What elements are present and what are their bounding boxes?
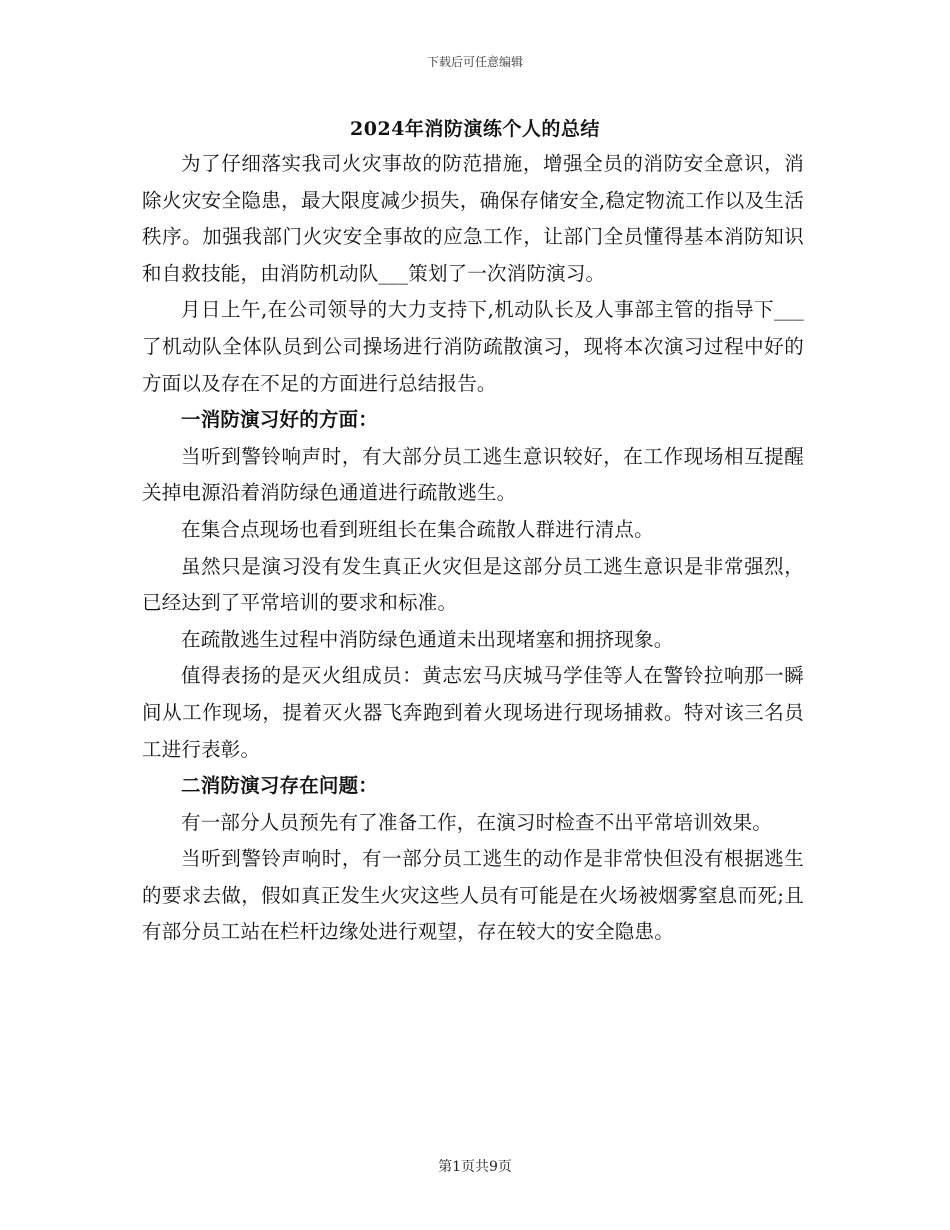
section-heading-problems: 二消防演习存在问题：: [181, 774, 379, 798]
paragraph-strength-4: 在疏散逃生过程中消防绿色通道未出现堵塞和拥挤现象。: [181, 627, 674, 651]
document-title: 2024年消防演练个人的总结: [350, 118, 600, 140]
paragraph-problem-1: 有一部分人员预先有了准备工作，在演习时检查不出平常培训效果。: [181, 810, 773, 834]
paragraph-intro: 为了仔细落实我司火灾事故的防范措施，增强全员的消防安全意识，消除火灾安全隐患，最大限度减少损失，确保存储安全,稳定物流工作以及生活秩序。加强我部门火灾安全事故的应急工作，让部门全员懂得基本消防知识和自救技能，由消防机动队___策划了一次消防演习。: [142, 152, 804, 285]
section-heading-strengths: 一消防演习好的方面：: [181, 408, 379, 432]
paragraph-strength-5: 值得表扬的是灭火组成员：黄志宏马庆城马学佳等人在警铃拉响那一瞬间从工作现场，提着灭火器飞奔跑到着火现场进行现场捕救。特对该三名员工进行表彰。: [142, 664, 804, 761]
page-header: 下载后可任意编辑: [426, 55, 523, 69]
document-body: [142, 146, 804, 951]
paragraph-problem-2: 当听到警铃声响时，有一部分员工逃生的动作是非常快但没有根据逃生的要求去做，假如真正发生火灾这些人员有可能是在火场被烟雾窒息而死;且有部分员工站在栏杆边缘处进行观望，存在较大的安全隐患。: [142, 847, 804, 944]
paragraph-strength-3: 虽然只是演习没有发生真正火灾但是这部分员工逃生意识是非常强烈，已经达到了平常培训的要求和标准。: [142, 554, 804, 615]
paragraph-strength-2: 在集合点现场也看到班组长在集合疏散人群进行清点。: [181, 517, 654, 541]
page-footer: 第1页共9页: [438, 1159, 512, 1175]
paragraph-overview: 月日上午,在公司领导的大力支持下,机动队长及人事部主管的指导下___了机动队全体队员到公司操场进行消防疏散演习，现将本次演习过程中好的方面以及存在不足的方面进行总结报告。: [142, 298, 804, 395]
paragraph-strength-1: 当听到警铃响声时，有大部分员工逃生意识较好，在工作现场相互提醒关掉电源沿着消防绿色通道进行疏散逃生。: [142, 444, 804, 505]
